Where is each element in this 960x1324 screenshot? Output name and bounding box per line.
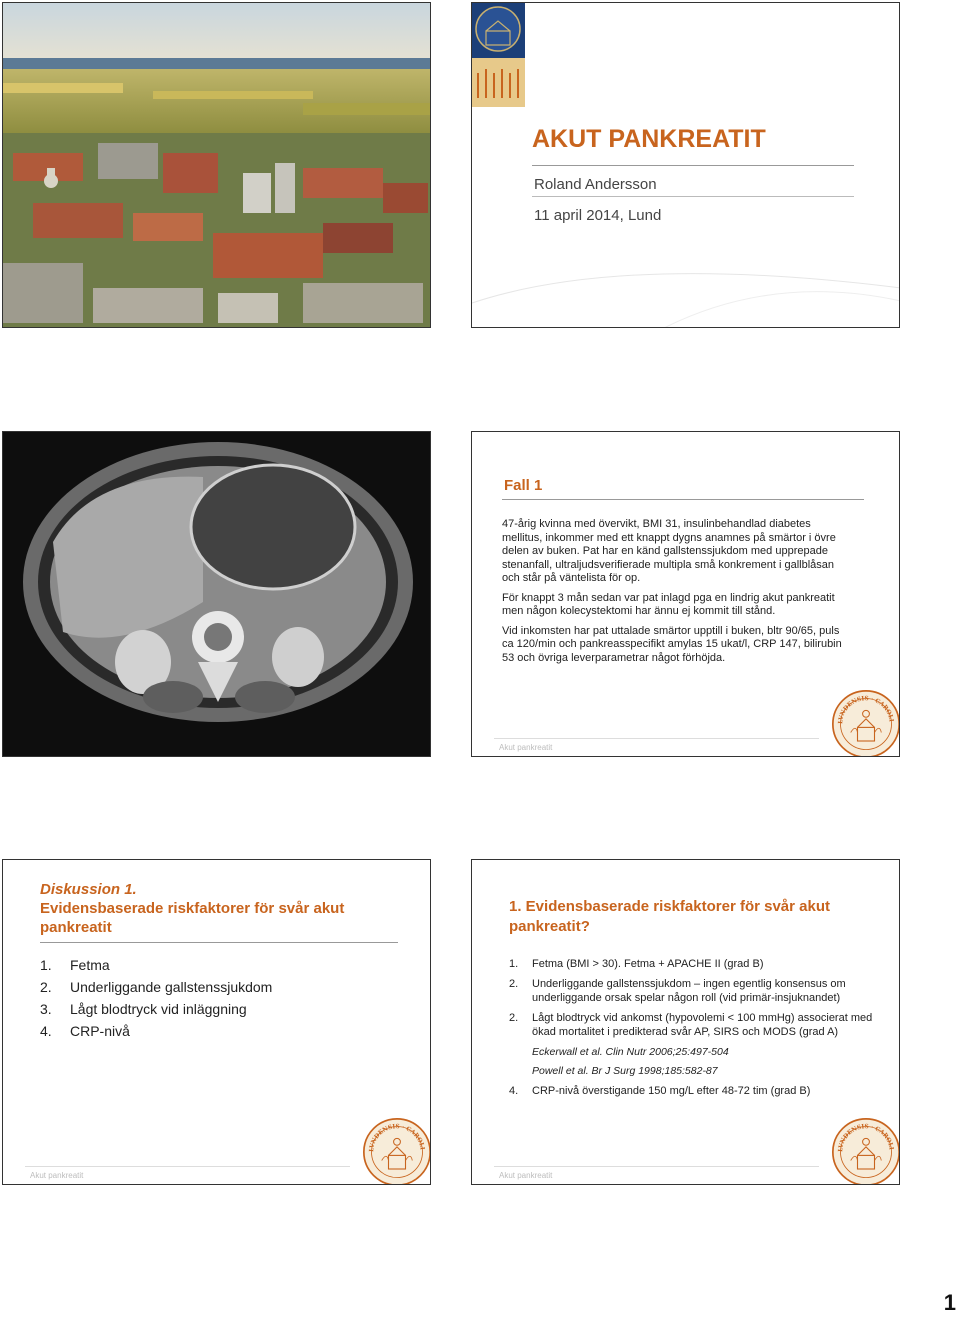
reference: Powell et al. Br J Surg 1998;185:582-87 xyxy=(532,1065,718,1077)
discussion-title-divider xyxy=(40,942,398,943)
footer-divider xyxy=(494,738,819,739)
page-number: 1 xyxy=(943,1290,956,1315)
slide-footer: Akut pankreatit xyxy=(499,1171,553,1180)
list-item: 2. Underliggande gallstenssjukdom xyxy=(40,979,273,995)
aerial-city-photo xyxy=(3,3,431,328)
list-item: 4. CRP-nivå xyxy=(40,1023,130,1039)
slide-evidence xyxy=(471,859,900,1185)
case-title-divider xyxy=(502,499,864,500)
footer-divider xyxy=(25,1166,350,1167)
list-item: 1. Fetma xyxy=(40,957,110,973)
evidence-title: 1. Evidensbaserade riskfaktorer för svår akut pankreatit? xyxy=(509,898,830,935)
case-title: Fall 1 xyxy=(504,477,543,494)
reference: Eckerwall et al. Clin Nutr 2006;25:497-504 xyxy=(532,1045,729,1058)
slide-discussion-1 xyxy=(2,859,431,1185)
case-paragraph: Vid inkomsten har pat uttalade smärtor upptill i buken, bltr 90/65, puls ca 120/min och pankreasspecifikt amylas 15 ukat/l, CRP 147, bilirubin 53 och övriga leverparametrar något förhöjda. xyxy=(502,624,842,664)
presentation-date: 11 april 2014, Lund xyxy=(534,207,662,224)
author-name: Roland Andersson xyxy=(534,176,657,193)
risk-factor-list xyxy=(40,957,272,1045)
evidence-list xyxy=(509,957,879,1103)
university-seal-icon xyxy=(832,1118,900,1185)
presentation-title: AKUT PANKREATIT xyxy=(532,125,766,153)
ct-scan-image xyxy=(3,432,431,757)
discussion-heading: Evidensbaserade riskfaktorer för svår akut pankreatit xyxy=(40,900,345,936)
discussion-title xyxy=(40,880,390,937)
list-item: 3. Lågt blodtryck vid inläggning xyxy=(40,1001,247,1017)
list-item: 2. Lågt blodtryck vid ankomst (hypovolemi < 100 mmHg) associerat med ökad mortalitet i predikterad svår AP, SIRS och MODS (grad A) xyxy=(509,1011,873,1038)
title-divider xyxy=(532,165,854,166)
university-seal-icon xyxy=(832,690,900,757)
university-seal-icon xyxy=(363,1118,431,1185)
university-seal-icon xyxy=(472,3,525,107)
slide-ct-scan xyxy=(2,431,431,757)
slide-footer: Akut pankreatit xyxy=(499,743,553,752)
decorative-swoosh-icon xyxy=(472,233,900,328)
slide-case-1 xyxy=(471,431,900,757)
slide-footer: Akut pankreatit xyxy=(30,1171,84,1180)
footer-divider xyxy=(494,1166,819,1167)
slide-title xyxy=(471,2,900,328)
case-description xyxy=(502,518,847,671)
list-item: 4. CRP-nivå överstigande 150 mg/L efter 48-72 tim (grad B) xyxy=(509,1084,811,1097)
list-item: 2. Underliggande gallstenssjukdom – ingen egentlig konsensus om underliggande orsak spelar någon roll (vid primär-insjuknandet) xyxy=(509,977,846,1004)
author-divider xyxy=(532,196,854,197)
list-item: 1. Fetma (BMI > 30). Fetma + APACHE II (grad B) xyxy=(509,958,764,970)
case-paragraph: 47-årig kvinna med övervikt, BMI 31, insulinbehandlad diabetes mellitus, inkommer med ett knappt dygns anamnes på smärtor i övre delen av buken. Pat har en känd gallstenssjukdom med upprepade stenanfall, ultraljudsverifierade multipla små konkrement i gallblåsan och står på väntelista för op. xyxy=(502,518,836,584)
case-paragraph: För knappt 3 mån sedan var pat inlagd pga en lindrig akut pankreatit men någon kolecystektomi har ännu ej kommit till stånd. xyxy=(502,591,835,617)
discussion-label: Diskussion 1. xyxy=(40,881,137,898)
slide-aerial-photo xyxy=(2,2,431,328)
